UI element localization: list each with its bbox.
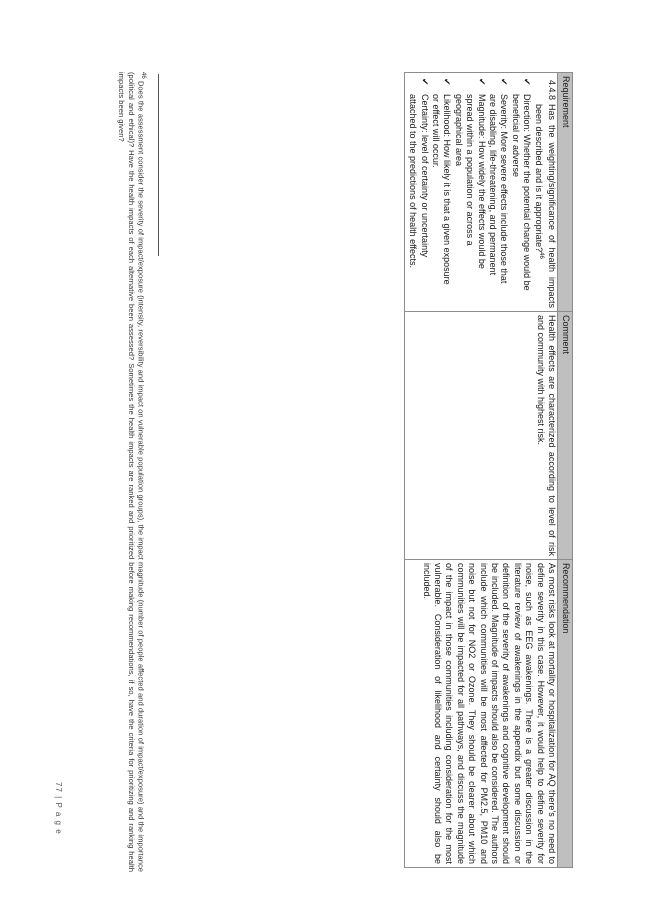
requirements-table-container [404,72,573,867]
requirement-cell [404,73,557,312]
list-item: ✔ Certainty: level of certainty or uncertainty attached to the predictions of health effects. [408,78,430,268]
requirement-heading [532,76,557,308]
footnote [116,72,147,872]
footnote-marker: 46 [140,72,146,79]
page-number-value: 77 [54,782,63,793]
check-icon: ✔ [499,78,510,86]
header-recommendation: Recommendation [558,560,573,868]
requirement-criteria-list [407,76,532,308]
list-item: ✔ Direction: Whether the potential change would be beneficial or adverse [510,78,533,291]
table-row [404,73,557,868]
check-icon: ✔ [476,78,487,86]
comment-cell: Health effects are characterized according to level of risk and community with highest risk. [404,312,557,560]
requirements-table [404,72,573,868]
page-number-suffix: | P a g e [54,796,63,835]
requirement-question: Has the weighting/significance of health impacts been described and is it appropriate?$^{46}$ [533,104,557,308]
page-number [54,782,63,835]
list-item: ✔ Severity: More severe effects include those that are disabling, life-threatening, and permanent [487,78,510,284]
recommendation-cell: As most risks look at mortality or hospitalization for AQ there’s no need to define severity in this case. However, it would help to define severity for noise, such as EEG awakenings. There is a greater discussion in the literature review of awakenings in the appendix but some discussion or definition of the severity of awakenings and cognitive development should be included. Magnitude of impacts should also be considered. The authors include which communities will be most affected for PM2.5, PM10 and noise but not for NO2 or Ozone. They should be clearer about which communities will be impacted for all pathways, and discuss the magnitude of the impact in those communities including consideration for the most vulnerable. Consideration of likelihood and certainty should also be included. [404,560,557,868]
check-icon: ✔ [442,78,453,86]
header-comment: Comment [558,312,573,560]
table-header-row [558,73,573,868]
footnote-text: Does the assessment consider the severity of impact/exposure (intensity, reversibility and impact on vulnerable population groups), the impact magnitude (number of people affected and duration of impact/exposure) and the importance (political and ethical)? Have the health impacts of each alternative been assessed? Sometimes the health impacts are ranked and prioritized before making recommendations, if so, have the criteria for prioritizing and ranking health impacts been given? [116,72,146,872]
list-item: ✔ Likelihood: How likely it is that a given exposure or effect will occur. [430,78,453,285]
footnote-divider [158,74,159,256]
check-icon: ✔ [419,78,430,86]
check-icon: ✔ [522,78,533,86]
header-requirement: Requirement [558,73,573,312]
list-item: ✔ Magnitude: How widely the effects would be spread within a population or across a geographical area [453,78,487,269]
requirement-number: 4.4.8 [547,80,557,101]
footnote-reference: 46 [537,252,544,259]
